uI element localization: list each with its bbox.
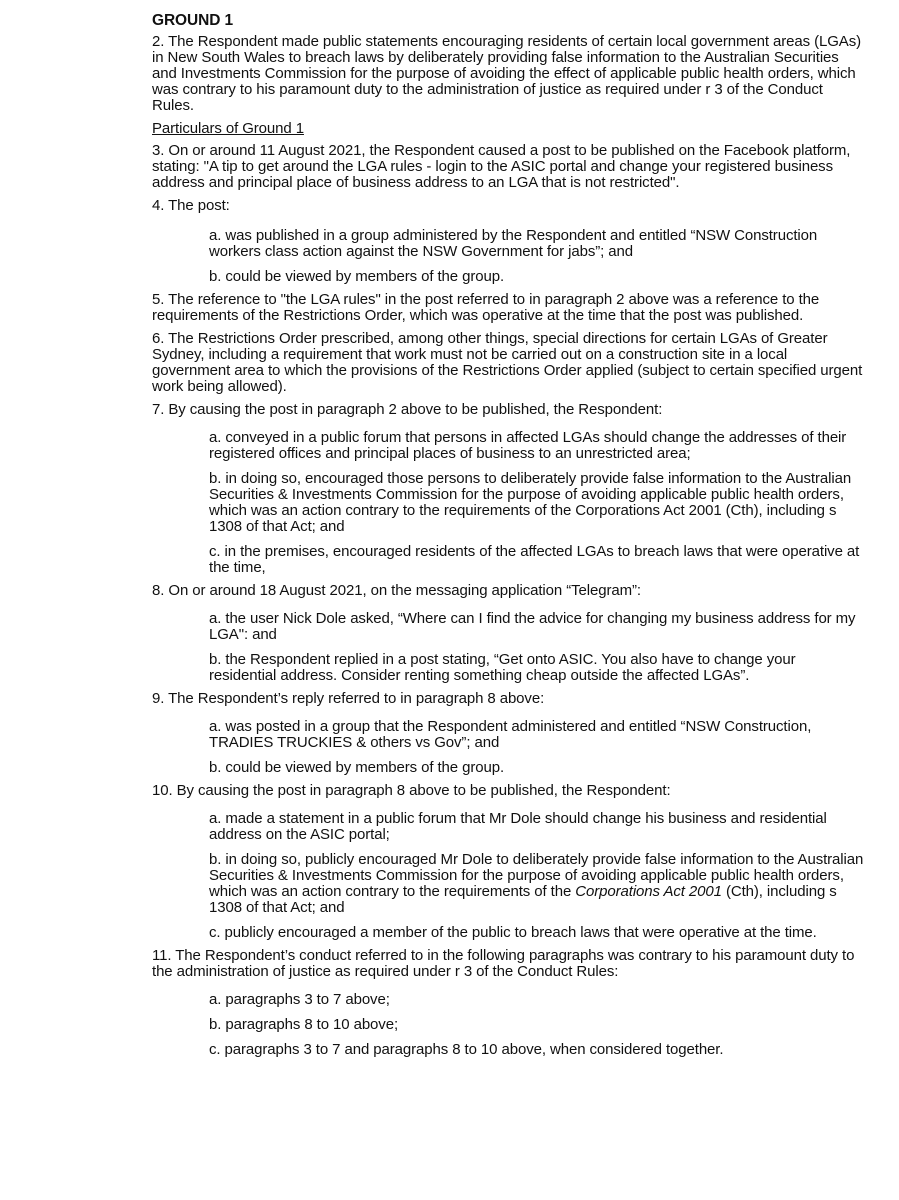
paragraph-8a: a. the user Nick Dole asked, “Where can I find the advice for changing my business address for my LGA": and: [209, 610, 856, 643]
paragraph-9b: b. could be viewed by members of the group.: [209, 759, 505, 776]
particulars-heading: Particulars of Ground 1: [152, 120, 304, 137]
paragraph-10-subitems: [209, 811, 864, 941]
paragraph-10a: a. made a statement in a public forum that Mr Dole should change his business and residential address on the ASIC portal;: [209, 810, 827, 843]
paragraph-3: 3. On or around 11 August 2021, the Respondent caused a post to be published on the Facebook platform, stating: "A tip to get around the LGA rules - login to the ASIC portal and change your registered business address and principal place of business address to an LGA that is not restricted".: [152, 142, 851, 191]
paragraph-10: 10. By causing the post in paragraph 8 above to be published, the Respondent:: [152, 782, 671, 799]
paragraph-11c: c. paragraphs 3 to 7 and paragraphs 8 to 10 above, when considered together.: [209, 1041, 724, 1058]
paragraph-10b-text-start: b. in doing so, publicly encouraged Mr Dole to deliberately provide false information to the Australian Securities & Investments Commission for the purpose of avoiding applicable public health orders, which was an action contrary to the requirements of the: [209, 851, 864, 900]
paragraph-10c: c. publicly encouraged a member of the public to breach laws that were operative at the time.: [209, 924, 817, 941]
paragraph-7a: a. conveyed in a public forum that persons in affected LGAs should change the addresses of their registered offices and principal places of business to an unrestricted area;: [209, 429, 847, 462]
paragraph-10b-text-end: (Cth), including s 1308 of that Act; and: [209, 883, 837, 916]
paragraph-4a: a. was published in a group administered by the Respondent and entitled “NSW Construction workers class action against the NSW Government for jabs”; and: [209, 227, 818, 260]
document-page: [152, 12, 864, 1067]
paragraph-9-subitems: [209, 719, 864, 776]
paragraph-11: 11. The Respondent’s conduct referred to in the following paragraphs was contrary to his paramount duty to the administration of justice as required under r 3 of the Conduct Rules:: [152, 947, 855, 980]
paragraph-10b: [209, 852, 864, 916]
paragraph-4b: b. could be viewed by members of the group.: [209, 268, 505, 285]
paragraph-4-subitems: [209, 228, 864, 285]
paragraph-9: 9. The Respondent’s reply referred to in paragraph 8 above:: [152, 690, 545, 707]
paragraph-9a: a. was posted in a group that the Respondent administered and entitled “NSW Construction, TRADIES TRUCKIES & others vs Gov”; and: [209, 718, 812, 751]
paragraph-8-subitems: [209, 611, 864, 684]
paragraph-7-subitems: [209, 430, 864, 576]
paragraph-5: 5. The reference to "the LGA rules" in the post referred to in paragraph 2 above was a reference to the requirements of the Restrictions Order, which was operative at the time that the post was published.: [152, 291, 820, 324]
paragraph-11-subitems: [209, 992, 864, 1058]
paragraph-7b: b. in doing so, encouraged those persons to deliberately provide false information to the Australian Securities & Investments Commission for the purpose of avoiding applicable public health orders, which was an action contrary to the requirements of the Corporations Act 2001 (Cth), including s 1308 of that Act; and: [209, 470, 852, 535]
paragraph-2: 2. The Respondent made public statements encouraging residents of certain local government areas (LGAs) in New South Wales to breach laws by deliberately providing false information to the Australian Securities and Investments Commission for the purpose of avoiding the effect of applicable public health orders, which was contrary to his paramount duty to the administration of justice as required under r 3 of the Conduct Rules.: [152, 33, 861, 114]
paragraph-4: 4. The post:: [152, 197, 230, 214]
paragraph-7: 7. By causing the post in paragraph 2 above to be published, the Respondent:: [152, 401, 663, 418]
paragraph-6: 6. The Restrictions Order prescribed, among other things, special directions for certain LGAs of Greater Sydney, including a requirement that work must not be carried out on a construction site in a local government area to which the provisions of the Restrictions Order applied (subject to certain specified urgent work being allowed).: [152, 330, 863, 395]
ground-heading: GROUND 1: [152, 12, 234, 29]
corporations-act-title: Corporations Act 2001: [575, 883, 722, 900]
paragraph-8: 8. On or around 18 August 2021, on the messaging application “Telegram”:: [152, 582, 641, 599]
paragraph-11b: b. paragraphs 8 to 10 above;: [209, 1016, 399, 1033]
paragraph-7c: c. in the premises, encouraged residents of the affected LGAs to breach laws that were operative at the time,: [209, 543, 860, 576]
paragraph-11a: a. paragraphs 3 to 7 above;: [209, 991, 390, 1008]
paragraph-8b: b. the Respondent replied in a post stating, “Get onto ASIC. You also have to change your residential address. Consider renting something cheap outside the affected LGAs”.: [209, 651, 796, 684]
